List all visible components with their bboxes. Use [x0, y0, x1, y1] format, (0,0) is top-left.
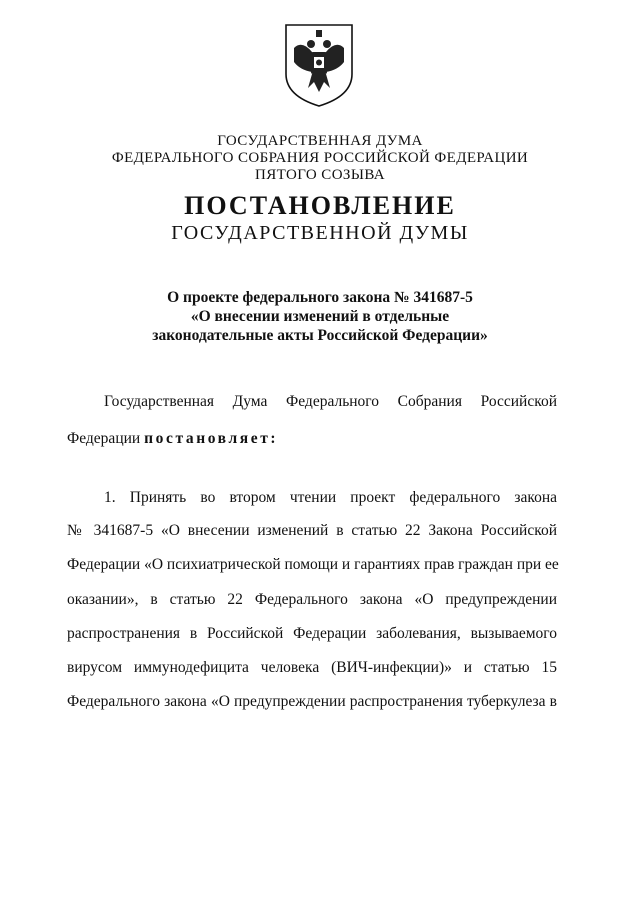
convocation-line: ПЯТОГО СОЗЫВА: [254, 167, 386, 183]
item1-line-1: 1. Принять во втором чтении проект федерального закона: [104, 489, 557, 506]
item1-line-3: Федерации «О психиатрической помощи и гарантиях прав граждан при ее: [67, 556, 559, 573]
preamble-line-2: [67, 430, 278, 448]
coat-of-arms-emblem: [282, 22, 356, 108]
org-name-line-2: ФЕДЕРАЛЬНОГО СОБРАНИЯ РОССИЙСКОЙ ФЕДЕРАЦИИ: [111, 150, 529, 166]
resolves-word: постановляет:: [144, 430, 279, 447]
document-type-title: ПОСТАНОВЛЕНИЕ: [184, 191, 456, 220]
subject-line-1: О проекте федерального закона № 341687-5: [167, 289, 473, 306]
item1-line-7: Федерального закона «О предупреждении распространения туберкулеза в: [67, 693, 557, 710]
preamble-line-1: Государственная Дума Федерального Собрания Российской: [104, 393, 557, 410]
subject-line-2: «О внесении изменений в отдельные: [190, 308, 450, 325]
subject-line-3: законодательные акты Российской Федерации»: [152, 327, 488, 344]
item1-line-2: № 341687-5 «О внесении изменений в статью 22 Закона Российской: [67, 522, 557, 539]
item1-line-4: оказании», в статью 22 Федерального закона «О предупреждении: [67, 591, 557, 608]
document-type-subtitle: ГОСУДАРСТВЕННОЙ ДУМЫ: [171, 222, 469, 244]
preamble-text: Федерации: [67, 430, 145, 447]
item1-line-5: распространения в Российской Федерации заболевания, вызываемого: [67, 625, 557, 642]
org-name-line-1: ГОСУДАРСТВЕННАЯ ДУМА: [217, 133, 423, 149]
item1-line-6: вирусом иммунодефицита человека (ВИЧ-инфекции)» и статью 15: [67, 659, 557, 676]
